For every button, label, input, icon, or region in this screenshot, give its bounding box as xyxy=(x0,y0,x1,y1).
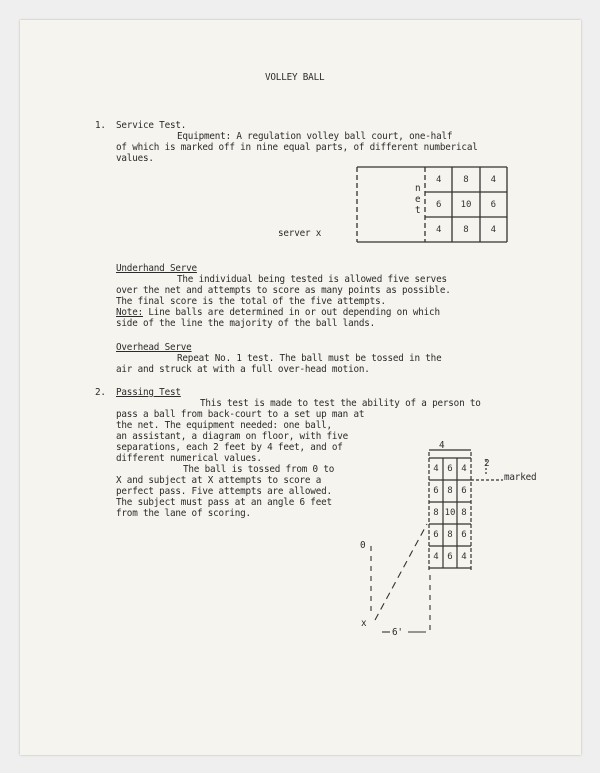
equipment-line-2: of which is marked off in nine equal parts, of different numberical xyxy=(116,142,478,153)
note-label: Note: xyxy=(116,307,143,318)
passing-line-3: the net. The equipment needed: one ball, xyxy=(116,420,332,431)
pass-trajectory xyxy=(371,524,430,632)
court-cell: 10 xyxy=(460,199,472,210)
net-letter-e: e xyxy=(415,194,421,205)
passing-cell: 4 xyxy=(433,552,439,562)
passing-cell: 8 xyxy=(447,530,453,540)
net-letter-n: n xyxy=(415,183,421,194)
section2-heading: Passing Test xyxy=(116,387,181,398)
passing-cell: 4 xyxy=(461,464,467,474)
server-label: server x xyxy=(278,228,322,239)
section1-heading: Service Test. xyxy=(116,120,187,131)
passing-line-6: different numerical values. xyxy=(116,453,262,464)
court-outline xyxy=(357,167,507,242)
passing-line-10: The subject must pass at an angle 6 feet xyxy=(116,497,332,508)
passing-cell: 10 xyxy=(444,508,456,518)
court-cell: 4 xyxy=(490,174,497,185)
passing-cell: 8 xyxy=(447,486,453,496)
underhand-heading: Underhand Serve xyxy=(116,263,197,274)
court-cell: 6 xyxy=(490,199,497,210)
section1-number: 1. xyxy=(95,120,106,131)
equipment-line-3: values. xyxy=(116,153,154,164)
underhand-line-2: over the net and attempts to score as many points as possible. xyxy=(116,285,451,296)
passing-cell: 6 xyxy=(447,552,453,562)
overhead-line-1: Repeat No. 1 test. The ball must be tossed in the xyxy=(177,353,442,364)
net-letter-t: t xyxy=(415,205,421,216)
lane-width-label: 4 xyxy=(439,440,445,451)
court-cell: 4 xyxy=(435,174,442,185)
passing-cell: 6 xyxy=(447,464,453,474)
cell-height-label: 2 xyxy=(484,458,490,469)
page-title: VOLLEY BALL xyxy=(265,72,325,83)
passing-lane-grid xyxy=(429,450,503,572)
passing-line-8: X and subject at X attempts to score a xyxy=(116,475,322,486)
section2-number: 2. xyxy=(95,387,106,398)
passing-line-2: pass a ball from back-court to a set up man at xyxy=(116,409,365,420)
equipment-line-1: Equipment: A regulation volley ball court, one-half xyxy=(177,131,453,142)
passing-cell: 4 xyxy=(433,464,439,474)
passing-line-5: separations, each 2 feet by 4 feet, and of xyxy=(116,442,343,453)
note-text: Line balls are determined in or out depending on which xyxy=(143,307,440,318)
underhand-line-1: The individual being tested is allowed five serves xyxy=(177,274,447,285)
court-cell: 4 xyxy=(435,224,442,235)
subject-label: x xyxy=(361,618,367,629)
passing-cell: 6 xyxy=(461,486,467,496)
overhead-line-2: air and struck at with a full over-head motion. xyxy=(116,364,370,375)
court-cell: 4 xyxy=(490,224,497,235)
passing-line-1: This test is made to test the ability of a person to xyxy=(200,398,481,409)
court-cell: 6 xyxy=(435,199,442,210)
overhead-heading: Overhead Serve xyxy=(116,342,192,353)
court-cell: 8 xyxy=(463,174,469,185)
document-page xyxy=(20,20,581,755)
distance-label: 6' xyxy=(392,627,403,638)
diagram-lines xyxy=(20,20,581,755)
passing-line-9: perfect pass. Five attempts are allowed. xyxy=(116,486,332,497)
passing-cell: 6 xyxy=(433,486,439,496)
passing-cell: 6 xyxy=(433,530,439,540)
passing-cell: 8 xyxy=(433,508,439,518)
court-cell: 8 xyxy=(463,224,469,235)
passing-line-11: from the lane of scoring. xyxy=(116,508,251,519)
underhand-line-5: side of the line the majority of the ball lands. xyxy=(116,318,376,329)
passing-cell: 6 xyxy=(461,530,467,540)
passing-line-7: The ball is tossed from 0 to xyxy=(183,464,335,475)
passing-cell: 4 xyxy=(461,552,467,562)
marked-label: marked xyxy=(504,472,537,483)
passing-cell: 8 xyxy=(461,508,467,518)
underhand-line-3: The final score is the total of the five attempts. xyxy=(116,296,386,307)
origin-label: 0 xyxy=(360,540,366,551)
passing-line-4: an assistant, a diagram on floor, with five xyxy=(116,431,349,442)
